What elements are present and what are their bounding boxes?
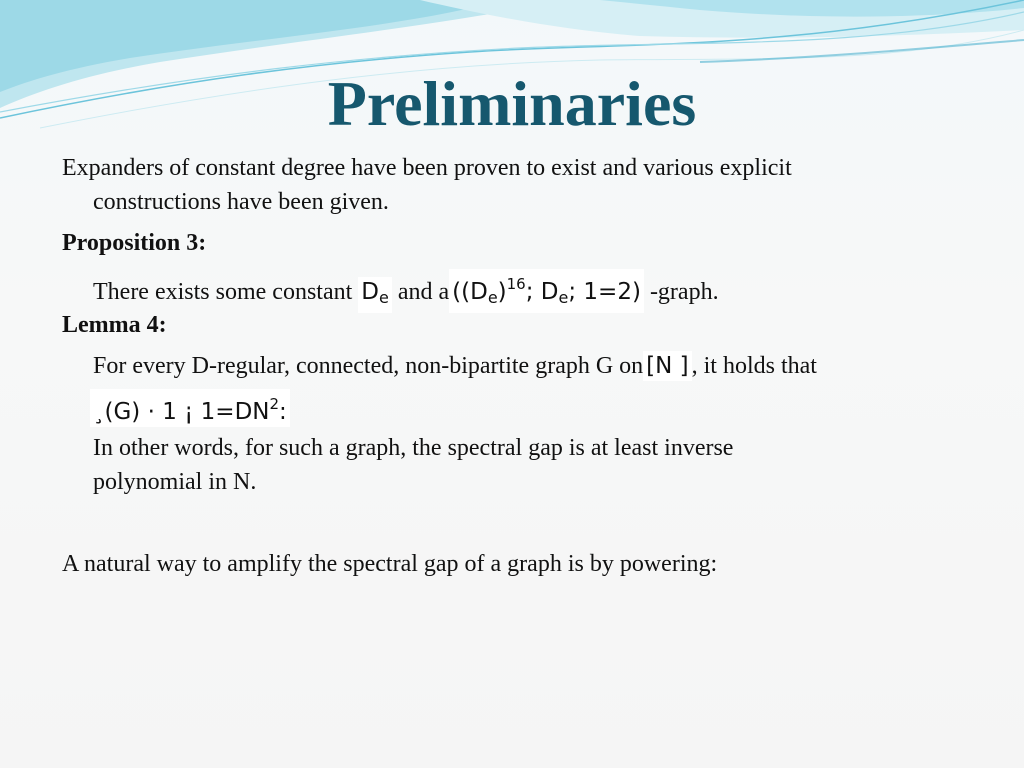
proposition-heading: Proposition 3: bbox=[62, 230, 207, 256]
intro-line-1: Expanders of constant degree have been proven to exist and various explicit bbox=[62, 155, 792, 181]
closing-line: A natural way to amplify the spectral gap of a graph is by powering: bbox=[62, 551, 718, 577]
lemma-bound bbox=[90, 389, 290, 427]
lemma-statement bbox=[93, 351, 817, 381]
proposition-text-c: -graph. bbox=[649, 279, 719, 305]
remark-line-2: polynomial in N. bbox=[93, 469, 257, 495]
intro-line-2: constructions have been given. bbox=[93, 189, 389, 215]
lemma-heading: Lemma 4: bbox=[62, 312, 167, 338]
math-graph-params: ($(D_e)^{16}$; $D_e$; 1=2) bbox=[449, 269, 644, 313]
proposition-statement bbox=[93, 269, 719, 313]
math-vertex-set: [N ] bbox=[643, 351, 691, 381]
slide-title: Preliminaries bbox=[327, 68, 697, 139]
lemma-text-b: , it holds that bbox=[691, 353, 817, 379]
math-constant-de: $D_e$ bbox=[358, 277, 392, 313]
math-spectral-bound: ¸(G) · 1 ¡ $1=DN^2$: bbox=[90, 389, 290, 427]
proposition-text-b: and a bbox=[397, 279, 450, 305]
remark-line-1: In other words, for such a graph, the spectral gap is at least inverse bbox=[93, 435, 734, 461]
lemma-text-a: For every D-regular, connected, non-bipartite graph G on bbox=[93, 353, 644, 379]
proposition-text-a: There exists some constant bbox=[93, 279, 353, 305]
